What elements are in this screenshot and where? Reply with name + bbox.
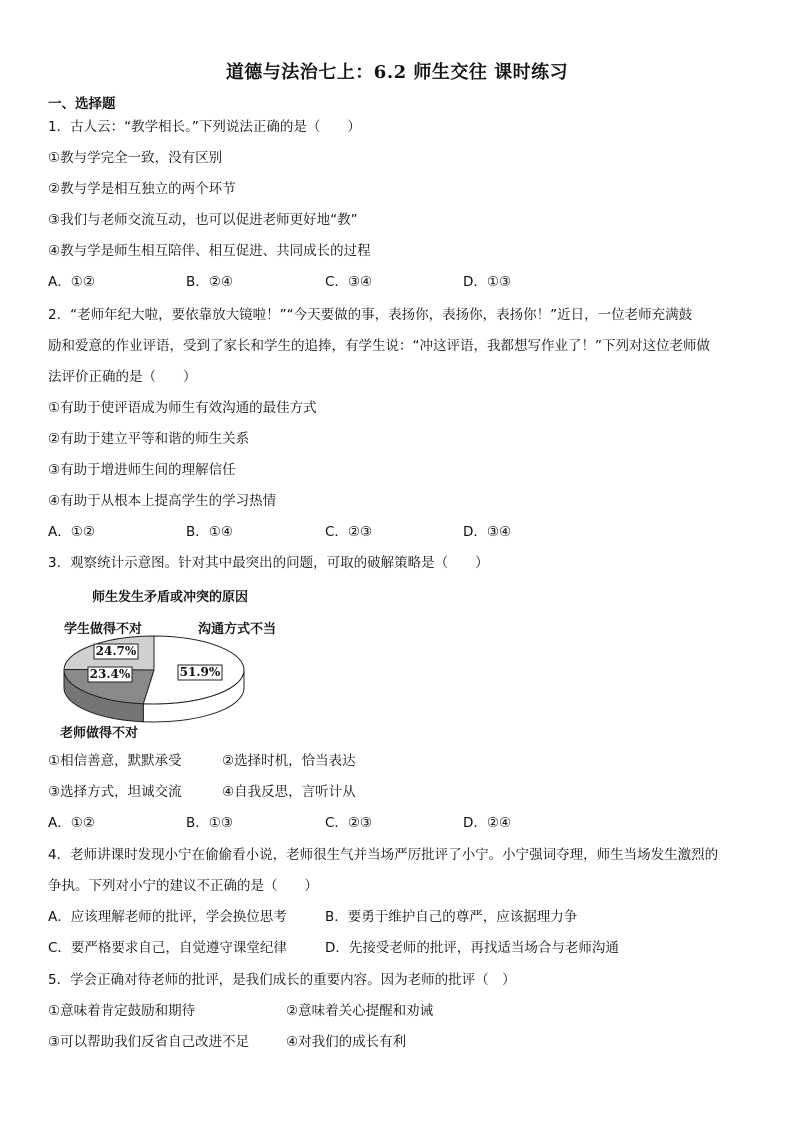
- q1-option-a[interactable]: A．①②: [48, 274, 95, 290]
- q3-item: ①相信善意，默默承受: [48, 753, 182, 769]
- q4-option-d[interactable]: D．先接受老师的批评，再找适当场合与老师沟通: [325, 940, 619, 956]
- q5-item: ④对我们的成长有利: [286, 1034, 407, 1050]
- q3-item: ③选择方式，坦诚交流: [48, 784, 182, 800]
- section-heading: 一、选择题: [48, 96, 116, 112]
- q2-option-b[interactable]: B．①④: [186, 524, 233, 540]
- chart-title: 师生发生矛盾或冲突的原因: [92, 590, 249, 605]
- q5-item: ②意味着关心提醒和劝诫: [286, 1003, 434, 1019]
- q3-item: ④自我反思，言听计从: [222, 784, 356, 800]
- page-title: 道德与法治七上：6.2 师生交往 课时练习: [225, 62, 569, 83]
- q2-item: ④有助于从根本上提高学生的学习热情: [48, 493, 277, 509]
- q1-item: ③我们与老师交流互动，也可以促进老师更好地“教”: [48, 212, 358, 228]
- q2-stem-line: 2．“老师年纪大啦，要依靠放大镜啦！”“今天要做的事，表扬你，表扬你，表扬你！”近日，一位老师充满鼓: [48, 307, 693, 323]
- q2-stem-line: 励和爱意的作业评语，受到了家长和学生的追捧，有学生说：“冲这评语，我都想写作业了！”下列对这位老师做: [48, 338, 710, 354]
- q4-stem-line: 4．老师讲课时发现小宁在偷偷看小说，老师很生气并当场严厉批评了小宁。小宁强词夺理，师生当场发生激烈的: [48, 847, 719, 863]
- q2-option-a[interactable]: A．①②: [48, 524, 95, 540]
- q3-option-c[interactable]: C．②③: [325, 815, 373, 831]
- q2-option-c[interactable]: C．②③: [325, 524, 373, 540]
- svg-text:51.9%: 51.9%: [179, 665, 221, 679]
- q1-option-c[interactable]: C．③④: [325, 274, 373, 290]
- pie-value-label: [94, 644, 138, 659]
- q5-item: ③可以帮助我们反省自己改进不足: [48, 1034, 250, 1050]
- q2-option-d[interactable]: D．③④: [463, 524, 512, 540]
- q1-item: ②教与学是相互独立的两个环节: [48, 181, 236, 197]
- q4-option-a[interactable]: A．应该理解老师的批评，学会换位思考: [48, 909, 287, 925]
- q3-stem: 3．观察统计示意图。针对其中最突出的问题，可取的破解策略是（ ）: [48, 555, 489, 571]
- legend-label-teacher: 老师做得不对: [60, 726, 139, 741]
- pie-value-label: [88, 667, 132, 682]
- q4-stem-line: 争执。下列对小宁的建议不正确的是（ ）: [48, 878, 318, 894]
- q4-option-c[interactable]: C．要严格要求自己，自觉遵守课堂纪律: [48, 940, 287, 956]
- q1-item: ①教与学完全一致，没有区别: [48, 150, 223, 166]
- legend-label-communication: 沟通方式不当: [198, 622, 277, 637]
- q1-stem: 1．古人云：“教学相长。”下列说法正确的是（ ）: [48, 119, 361, 135]
- legend-label-student: 学生做得不对: [64, 622, 143, 637]
- q5-stem: 5．学会正确对待老师的批评，是我们成长的重要内容。因为老师的批评（ ）: [48, 972, 516, 988]
- q3-option-b[interactable]: B．①③: [186, 815, 233, 831]
- q2-stem-line: 法评价正确的是（ ）: [48, 369, 197, 385]
- q2-item: ③有助于增进师生间的理解信任: [48, 462, 236, 478]
- svg-text:23.4%: 23.4%: [89, 667, 131, 681]
- svg-text:24.7%: 24.7%: [95, 644, 137, 658]
- q2-item: ①有助于使评语成为师生有效沟通的最佳方式: [48, 400, 317, 416]
- pie-value-label: [178, 665, 222, 680]
- pie-chart: [60, 632, 260, 728]
- q3-option-a[interactable]: A．①②: [48, 815, 95, 831]
- q1-option-d[interactable]: D．①③: [463, 274, 512, 290]
- q5-item: ①意味着肯定鼓励和期待: [48, 1003, 196, 1019]
- q2-item: ②有助于建立平等和谐的师生关系: [48, 431, 250, 447]
- q1-option-b[interactable]: B．②④: [186, 274, 233, 290]
- q1-item: ④教与学是师生相互陪伴、相互促进、共同成长的过程: [48, 243, 371, 259]
- q3-item: ②选择时机，恰当表达: [222, 753, 356, 769]
- q3-option-d[interactable]: D．②④: [463, 815, 512, 831]
- q4-option-b[interactable]: B．要勇于维护自己的尊严，应该据理力争: [325, 909, 578, 925]
